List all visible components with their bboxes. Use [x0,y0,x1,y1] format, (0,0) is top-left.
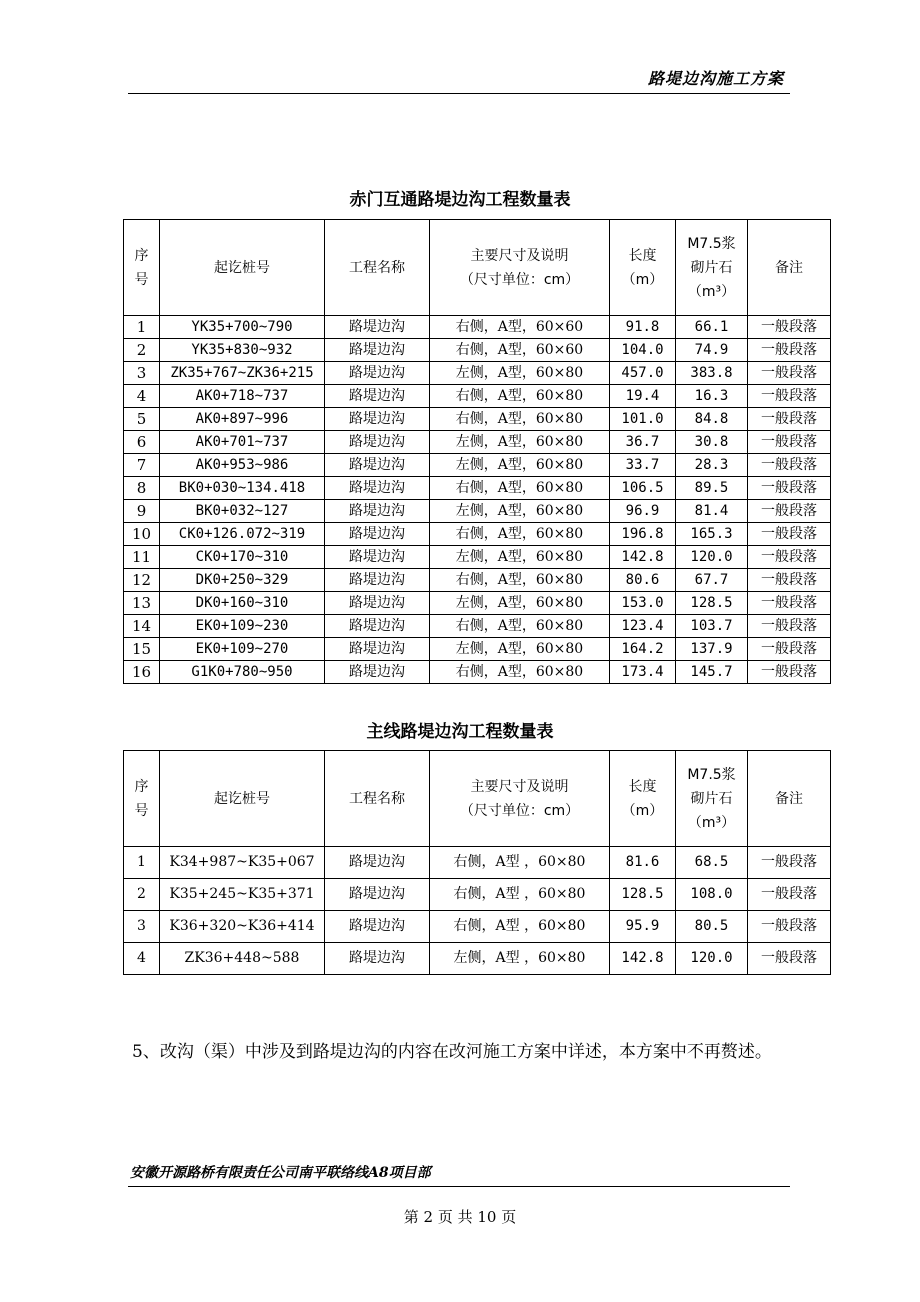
cell-remark: 一般段落 [748,911,831,943]
cell-name: 路堤边沟 [325,911,430,943]
cell-name: 路堤边沟 [325,339,430,362]
cell-remark: 一般段落 [748,546,831,569]
header-rule [128,93,790,94]
cell-length: 95.9 [610,911,676,943]
table-row [124,592,831,615]
cell-no: 13 [124,592,160,615]
cell-length: 128.5 [610,879,676,911]
cell-no: 15 [124,638,160,661]
cell-volume: 165.3 [676,523,748,546]
cell-name: 路堤边沟 [325,569,430,592]
table1-body [124,316,831,684]
table1-caption: 赤门互通路堤边沟工程数量表 [349,190,571,210]
header-station: 起讫桩号 [160,220,325,316]
cell-length: 19.4 [610,385,676,408]
table-row [124,454,831,477]
cell-no: 1 [124,316,160,339]
cell-dims: 右侧，A型，60×80 [430,615,610,638]
cell-no: 3 [124,911,160,943]
cell-station: EK0+109~230 [160,615,325,638]
cell-no: 11 [124,546,160,569]
cell-remark: 一般段落 [748,385,831,408]
cell-station: EK0+109~270 [160,638,325,661]
cell-volume: 80.5 [676,911,748,943]
cell-station: K35+245~K35+371 [160,879,325,911]
table-row [124,431,831,454]
cell-length: 91.8 [610,316,676,339]
cell-remark: 一般段落 [748,638,831,661]
header-remark: 备注 [748,220,831,316]
cell-volume: 89.5 [676,477,748,500]
cell-dims: 右侧，A型，60×80 [430,569,610,592]
header-remark: 备注 [748,751,831,847]
cell-remark: 一般段落 [748,316,831,339]
cell-dims: 右侧，A型，60×80 [430,477,610,500]
table-row [124,911,831,943]
cell-dims: 左侧，A型，60×80 [430,431,610,454]
cell-remark: 一般段落 [748,943,831,975]
cell-remark: 一般段落 [748,339,831,362]
header-name: 工程名称 [325,751,430,847]
cell-station: CK0+126.072~319 [160,523,325,546]
cell-dims: 右侧，A型 ，60×80 [430,879,610,911]
table2-body [124,847,831,975]
table-row [124,879,831,911]
cell-dims: 右侧，A型，60×80 [430,661,610,684]
cell-station: AK0+953~986 [160,454,325,477]
cell-length: 142.8 [610,943,676,975]
cell-station: AK0+701~737 [160,431,325,454]
cell-volume: 128.5 [676,592,748,615]
cell-length: 101.0 [610,408,676,431]
cell-volume: 68.5 [676,847,748,879]
cell-dims: 右侧，A型，60×80 [430,408,610,431]
cell-length: 81.6 [610,847,676,879]
cell-length: 457.0 [610,362,676,385]
cell-no: 10 [124,523,160,546]
cell-no: 16 [124,661,160,684]
cell-no: 12 [124,569,160,592]
body-paragraph: 5、改沟（渠）中涉及到路堤边沟的内容在改河施工方案中详述，本方案中不再赘述。 [132,1042,772,1062]
header-dims: 主要尺寸及说明 （尺寸单位：cm） [430,220,610,316]
header-title: 路堤边沟施工方案 [647,69,784,88]
cell-volume: 145.7 [676,661,748,684]
cell-dims: 左侧，A型，60×80 [430,546,610,569]
cell-name: 路堤边沟 [325,546,430,569]
cell-dims: 左侧，A型，60×80 [430,638,610,661]
cell-name: 路堤边沟 [325,615,430,638]
cell-station: AK0+897~996 [160,408,325,431]
cell-length: 96.9 [610,500,676,523]
cell-remark: 一般段落 [748,569,831,592]
table-row [124,638,831,661]
cell-remark: 一般段落 [748,454,831,477]
cell-name: 路堤边沟 [325,847,430,879]
cell-dims: 左侧，A型，60×80 [430,454,610,477]
table-row [124,362,831,385]
cell-volume: 120.0 [676,943,748,975]
cell-no: 7 [124,454,160,477]
cell-dims: 右侧，A型 ，60×80 [430,911,610,943]
cell-dims: 右侧，A型 ，60×80 [430,847,610,879]
cell-station: YK35+700~790 [160,316,325,339]
cell-name: 路堤边沟 [325,592,430,615]
cell-no: 4 [124,385,160,408]
cell-dims: 左侧，A型 ，60×80 [430,943,610,975]
cell-length: 196.8 [610,523,676,546]
cell-station: DK0+160~310 [160,592,325,615]
cell-remark: 一般段落 [748,523,831,546]
cell-length: 142.8 [610,546,676,569]
table2-quantity [123,750,831,975]
cell-remark: 一般段落 [748,592,831,615]
cell-no: 6 [124,431,160,454]
cell-remark: 一般段落 [748,661,831,684]
cell-station: YK35+830~932 [160,339,325,362]
cell-dims: 左侧，A型，60×80 [430,500,610,523]
table-row [124,847,831,879]
cell-remark: 一般段落 [748,408,831,431]
header-name: 工程名称 [325,220,430,316]
cell-no: 8 [124,477,160,500]
table-row [124,661,831,684]
cell-station: G1K0+780~950 [160,661,325,684]
header-no: 序 号 [124,220,160,316]
cell-remark: 一般段落 [748,500,831,523]
cell-station: K34+987~K35+067 [160,847,325,879]
cell-name: 路堤边沟 [325,879,430,911]
table-row [124,339,831,362]
cell-name: 路堤边沟 [325,638,430,661]
cell-dims: 右侧，A型，60×60 [430,316,610,339]
header-dims: 主要尺寸及说明 （尺寸单位：cm） [430,751,610,847]
cell-station: ZK36+448~588 [160,943,325,975]
cell-no: 14 [124,615,160,638]
table-row [124,316,831,339]
cell-no: 4 [124,943,160,975]
cell-dims: 左侧，A型，60×80 [430,362,610,385]
table-row [124,546,831,569]
table-row [124,385,831,408]
cell-length: 123.4 [610,615,676,638]
header-no: 序 号 [124,751,160,847]
header-length: 长度 （m） [610,751,676,847]
cell-name: 路堤边沟 [325,943,430,975]
cell-length: 36.7 [610,431,676,454]
cell-volume: 137.9 [676,638,748,661]
cell-no: 2 [124,879,160,911]
cell-station: BK0+030~134.418 [160,477,325,500]
header-length: 长度 （m） [610,220,676,316]
cell-dims: 右侧，A型，60×80 [430,523,610,546]
cell-remark: 一般段落 [748,431,831,454]
cell-length: 104.0 [610,339,676,362]
cell-volume: 383.8 [676,362,748,385]
cell-no: 3 [124,362,160,385]
cell-station: BK0+032~127 [160,500,325,523]
cell-name: 路堤边沟 [325,385,430,408]
cell-volume: 30.8 [676,431,748,454]
cell-volume: 67.7 [676,569,748,592]
cell-remark: 一般段落 [748,362,831,385]
header-station: 起讫桩号 [160,751,325,847]
table-row [124,943,831,975]
cell-volume: 103.7 [676,615,748,638]
table-row [124,523,831,546]
cell-name: 路堤边沟 [325,362,430,385]
cell-name: 路堤边沟 [325,408,430,431]
cell-station: K36+320~K36+414 [160,911,325,943]
cell-dims: 左侧，A型，60×80 [430,592,610,615]
cell-no: 5 [124,408,160,431]
cell-volume: 66.1 [676,316,748,339]
cell-station: DK0+250~329 [160,569,325,592]
cell-name: 路堤边沟 [325,454,430,477]
cell-volume: 28.3 [676,454,748,477]
cell-length: 80.6 [610,569,676,592]
cell-volume: 81.4 [676,500,748,523]
cell-length: 106.5 [610,477,676,500]
table-row [124,500,831,523]
cell-dims: 右侧，A型，60×60 [430,339,610,362]
header-volume: M7.5浆 砌片石 （m³） [676,220,748,316]
cell-volume: 16.3 [676,385,748,408]
cell-name: 路堤边沟 [325,316,430,339]
cell-station: AK0+718~737 [160,385,325,408]
table-row [124,477,831,500]
cell-no: 9 [124,500,160,523]
table-row [124,408,831,431]
cell-volume: 108.0 [676,879,748,911]
page-number: 第 2 页 共 10 页 [403,1208,517,1226]
cell-station: ZK35+767~ZK36+215 [160,362,325,385]
table-row [124,569,831,592]
header-volume: M7.5浆 砌片石 （m³） [676,751,748,847]
footer-company: 安徽开源路桥有限责任公司南平联络线A8项目部 [130,1165,431,1181]
cell-length: 33.7 [610,454,676,477]
cell-volume: 74.9 [676,339,748,362]
table-row [124,615,831,638]
cell-name: 路堤边沟 [325,661,430,684]
cell-name: 路堤边沟 [325,523,430,546]
cell-remark: 一般段落 [748,879,831,911]
cell-remark: 一般段落 [748,847,831,879]
cell-volume: 84.8 [676,408,748,431]
cell-name: 路堤边沟 [325,431,430,454]
cell-no: 1 [124,847,160,879]
cell-name: 路堤边沟 [325,477,430,500]
cell-station: CK0+170~310 [160,546,325,569]
cell-volume: 120.0 [676,546,748,569]
cell-length: 164.2 [610,638,676,661]
table2-caption: 主线路堤边沟工程数量表 [366,722,554,742]
table1-quantity [123,219,831,684]
footer-rule [128,1186,790,1187]
cell-name: 路堤边沟 [325,500,430,523]
cell-dims: 右侧，A型，60×80 [430,385,610,408]
cell-length: 173.4 [610,661,676,684]
cell-remark: 一般段落 [748,615,831,638]
cell-no: 2 [124,339,160,362]
cell-length: 153.0 [610,592,676,615]
cell-remark: 一般段落 [748,477,831,500]
